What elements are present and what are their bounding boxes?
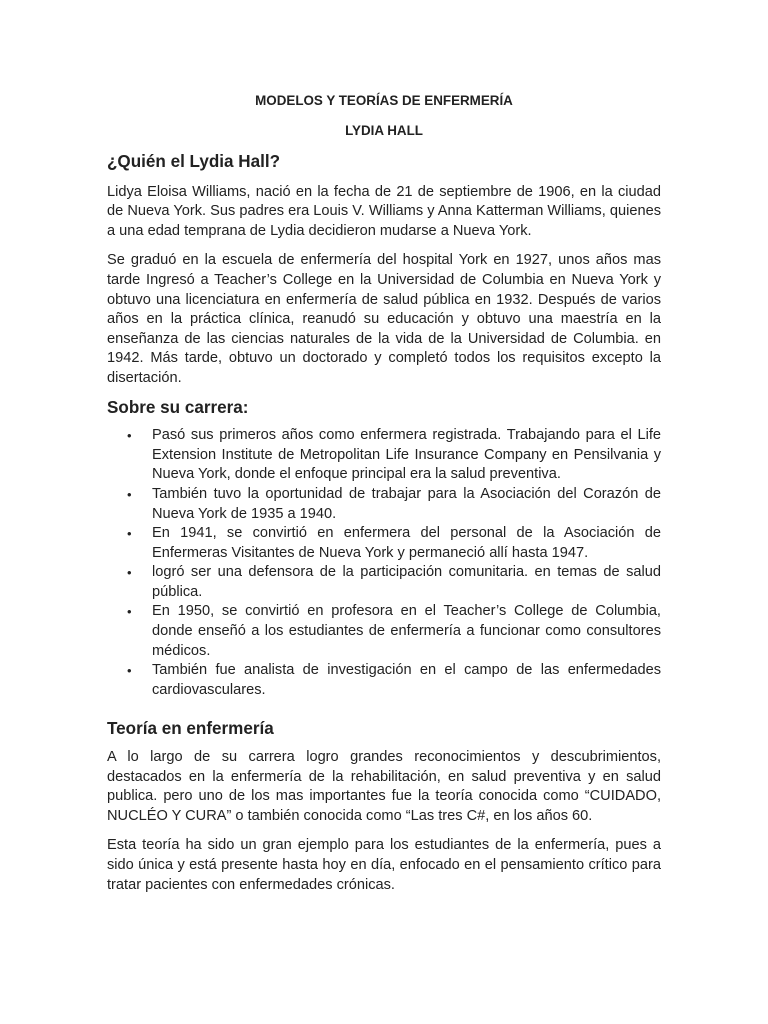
- career-item-text: En 1941, se convirtió en enfermera del personal de la Asociación de Enfermeras Visitantes de Nueva York y permaneció allí hasta 1947.: [152, 525, 661, 561]
- bullet-icon: •: [127, 486, 132, 502]
- career-list-item: [107, 426, 661, 485]
- bullet-icon: •: [127, 526, 132, 542]
- biography-paragraph: Lidya Eloisa Williams, nació en la fecha de 21 de septiembre de 1906, en la ciudad de Nueva York. Sus padres era Louis V. Williams y Anna Katterman Williams, quienes a una edad temprana de Lydia decidieron mudarse a Nueva York.: [107, 183, 661, 239]
- career-item-text: También fue analista de investigación en el campo de las enfermedades cardiovasculares.: [152, 662, 661, 698]
- bullet-icon: •: [127, 428, 132, 444]
- career-list-item: [107, 485, 661, 524]
- career-item-text: También tuvo la oportunidad de trabajar para la Asociación del Corazón de Nueva York de 1935 a 1940.: [152, 485, 661, 522]
- section-heading-question: ¿Quién el Lydia Hall?: [107, 152, 281, 171]
- theory-paragraph: A lo largo de su carrera logro grandes reconocimientos y descubrimientos, destacados en la enfermería de la rehabilitación, en salud preventiva y en salud publica. pero uno de los mas importantes fue la teoría conocida como “CUIDADO, NUCLÉO Y CURA” o también conocida como “Las tres C#, en los años 60.: [107, 749, 661, 824]
- bullet-icon: •: [127, 663, 132, 679]
- career-list-item: [107, 661, 661, 700]
- bullet-icon: •: [127, 565, 132, 581]
- career-list: [107, 426, 661, 700]
- career-item-text: En 1950, se convirtió en profesora en el Teacher’s College de Columbia, donde enseñó a los estudiantes de enfermería a funcionar como consultores médicos.: [152, 603, 661, 659]
- section-heading-career: Sobre su carrera:: [107, 397, 249, 417]
- career-item-text: Pasó sus primeros años como enfermera registrada. Trabajando para el Life Extension Institute de Metropolitan Life Insurance Company en Pensilvania y Nueva York, donde el enfoque principal era la salud preventiva.: [152, 427, 661, 483]
- career-list-item: [107, 524, 661, 563]
- career-list-item: [107, 563, 661, 602]
- career-list-item: [107, 602, 661, 661]
- section-heading-theory: Teoría en enfermería: [107, 719, 274, 739]
- theory-impact-paragraph: Esta teoría ha sido un gran ejemplo para los estudiantes de la enfermería, pues a sido única y está presente hasta hoy en día, enfocado en el pensamiento crítico para tratar pacientes con enfermedades crónicas.: [107, 837, 661, 893]
- career-item-text: logró ser una defensora de la participación comunitaria. en temas de salud pública.: [152, 564, 661, 600]
- document-title: MODELOS Y TEORÍAS DE ENFERMERÍA: [255, 93, 513, 108]
- document-subtitle: LYDIA HALL: [345, 123, 423, 138]
- bullet-icon: •: [127, 604, 132, 620]
- education-paragraph: Se graduó en la escuela de enfermería del hospital York en 1927, unos años mas tarde Ingresó a Teacher’s College en la Universidad de Columbia en Nueva York y obtuvo una licenciatura en enfermería de salud pública en 1932. Después de varios años en la práctica clínica, reanudó su educación y obtuvo una maestría en la enseñanza de las ciencias naturales de la vida de la Universidad de Columbia. en 1942. Más tarde, obtuvo un doctorado y completó todos los requisitos excepto la disertación.: [107, 252, 661, 386]
